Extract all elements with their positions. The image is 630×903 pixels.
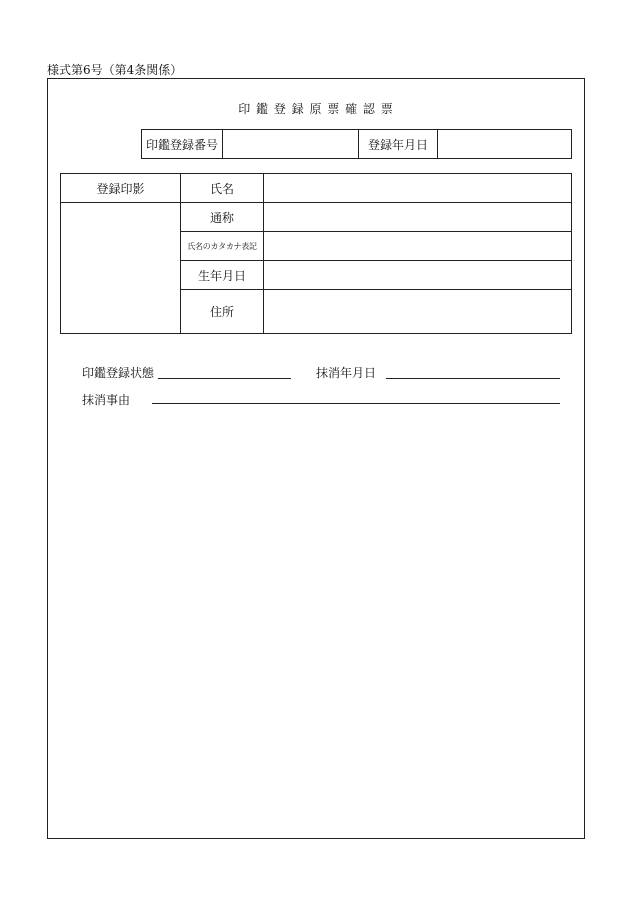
birthdate-field [264,261,572,290]
registration-summary-table [141,129,572,159]
registration-status-line [158,378,291,379]
cancellation-reason-label: 抹消事由 [82,393,131,407]
registrant-details-table [60,173,572,334]
birthdate-label: 生年月日 [181,261,264,290]
registration-status-label: 印鑑登録状態 [82,366,155,380]
cancellation-reason-line [152,403,560,404]
alias-field [264,203,572,232]
name-field [264,174,572,203]
registration-number-field [223,130,359,159]
registration-number-label: 印鑑登録番号 [142,130,223,159]
registration-date-field [438,130,572,159]
form-title: 印 鑑 登 録 原 票 確 認 票 [238,102,394,116]
address-label: 住所 [181,290,264,334]
katakana-name-field [264,232,572,261]
seal-impression-label: 登録印影 [61,174,181,203]
name-label: 氏名 [181,174,264,203]
registration-date-label: 登録年月日 [359,130,438,159]
seal-impression-area [61,203,181,334]
alias-label: 通称 [181,203,264,232]
form-number: 様式第6号（第4条関係） [47,63,183,77]
address-field [264,290,572,334]
cancellation-date-label: 抹消年月日 [316,366,377,380]
katakana-name-label: 氏名のカタカナ表記 [181,232,264,261]
cancellation-date-line [386,378,560,379]
